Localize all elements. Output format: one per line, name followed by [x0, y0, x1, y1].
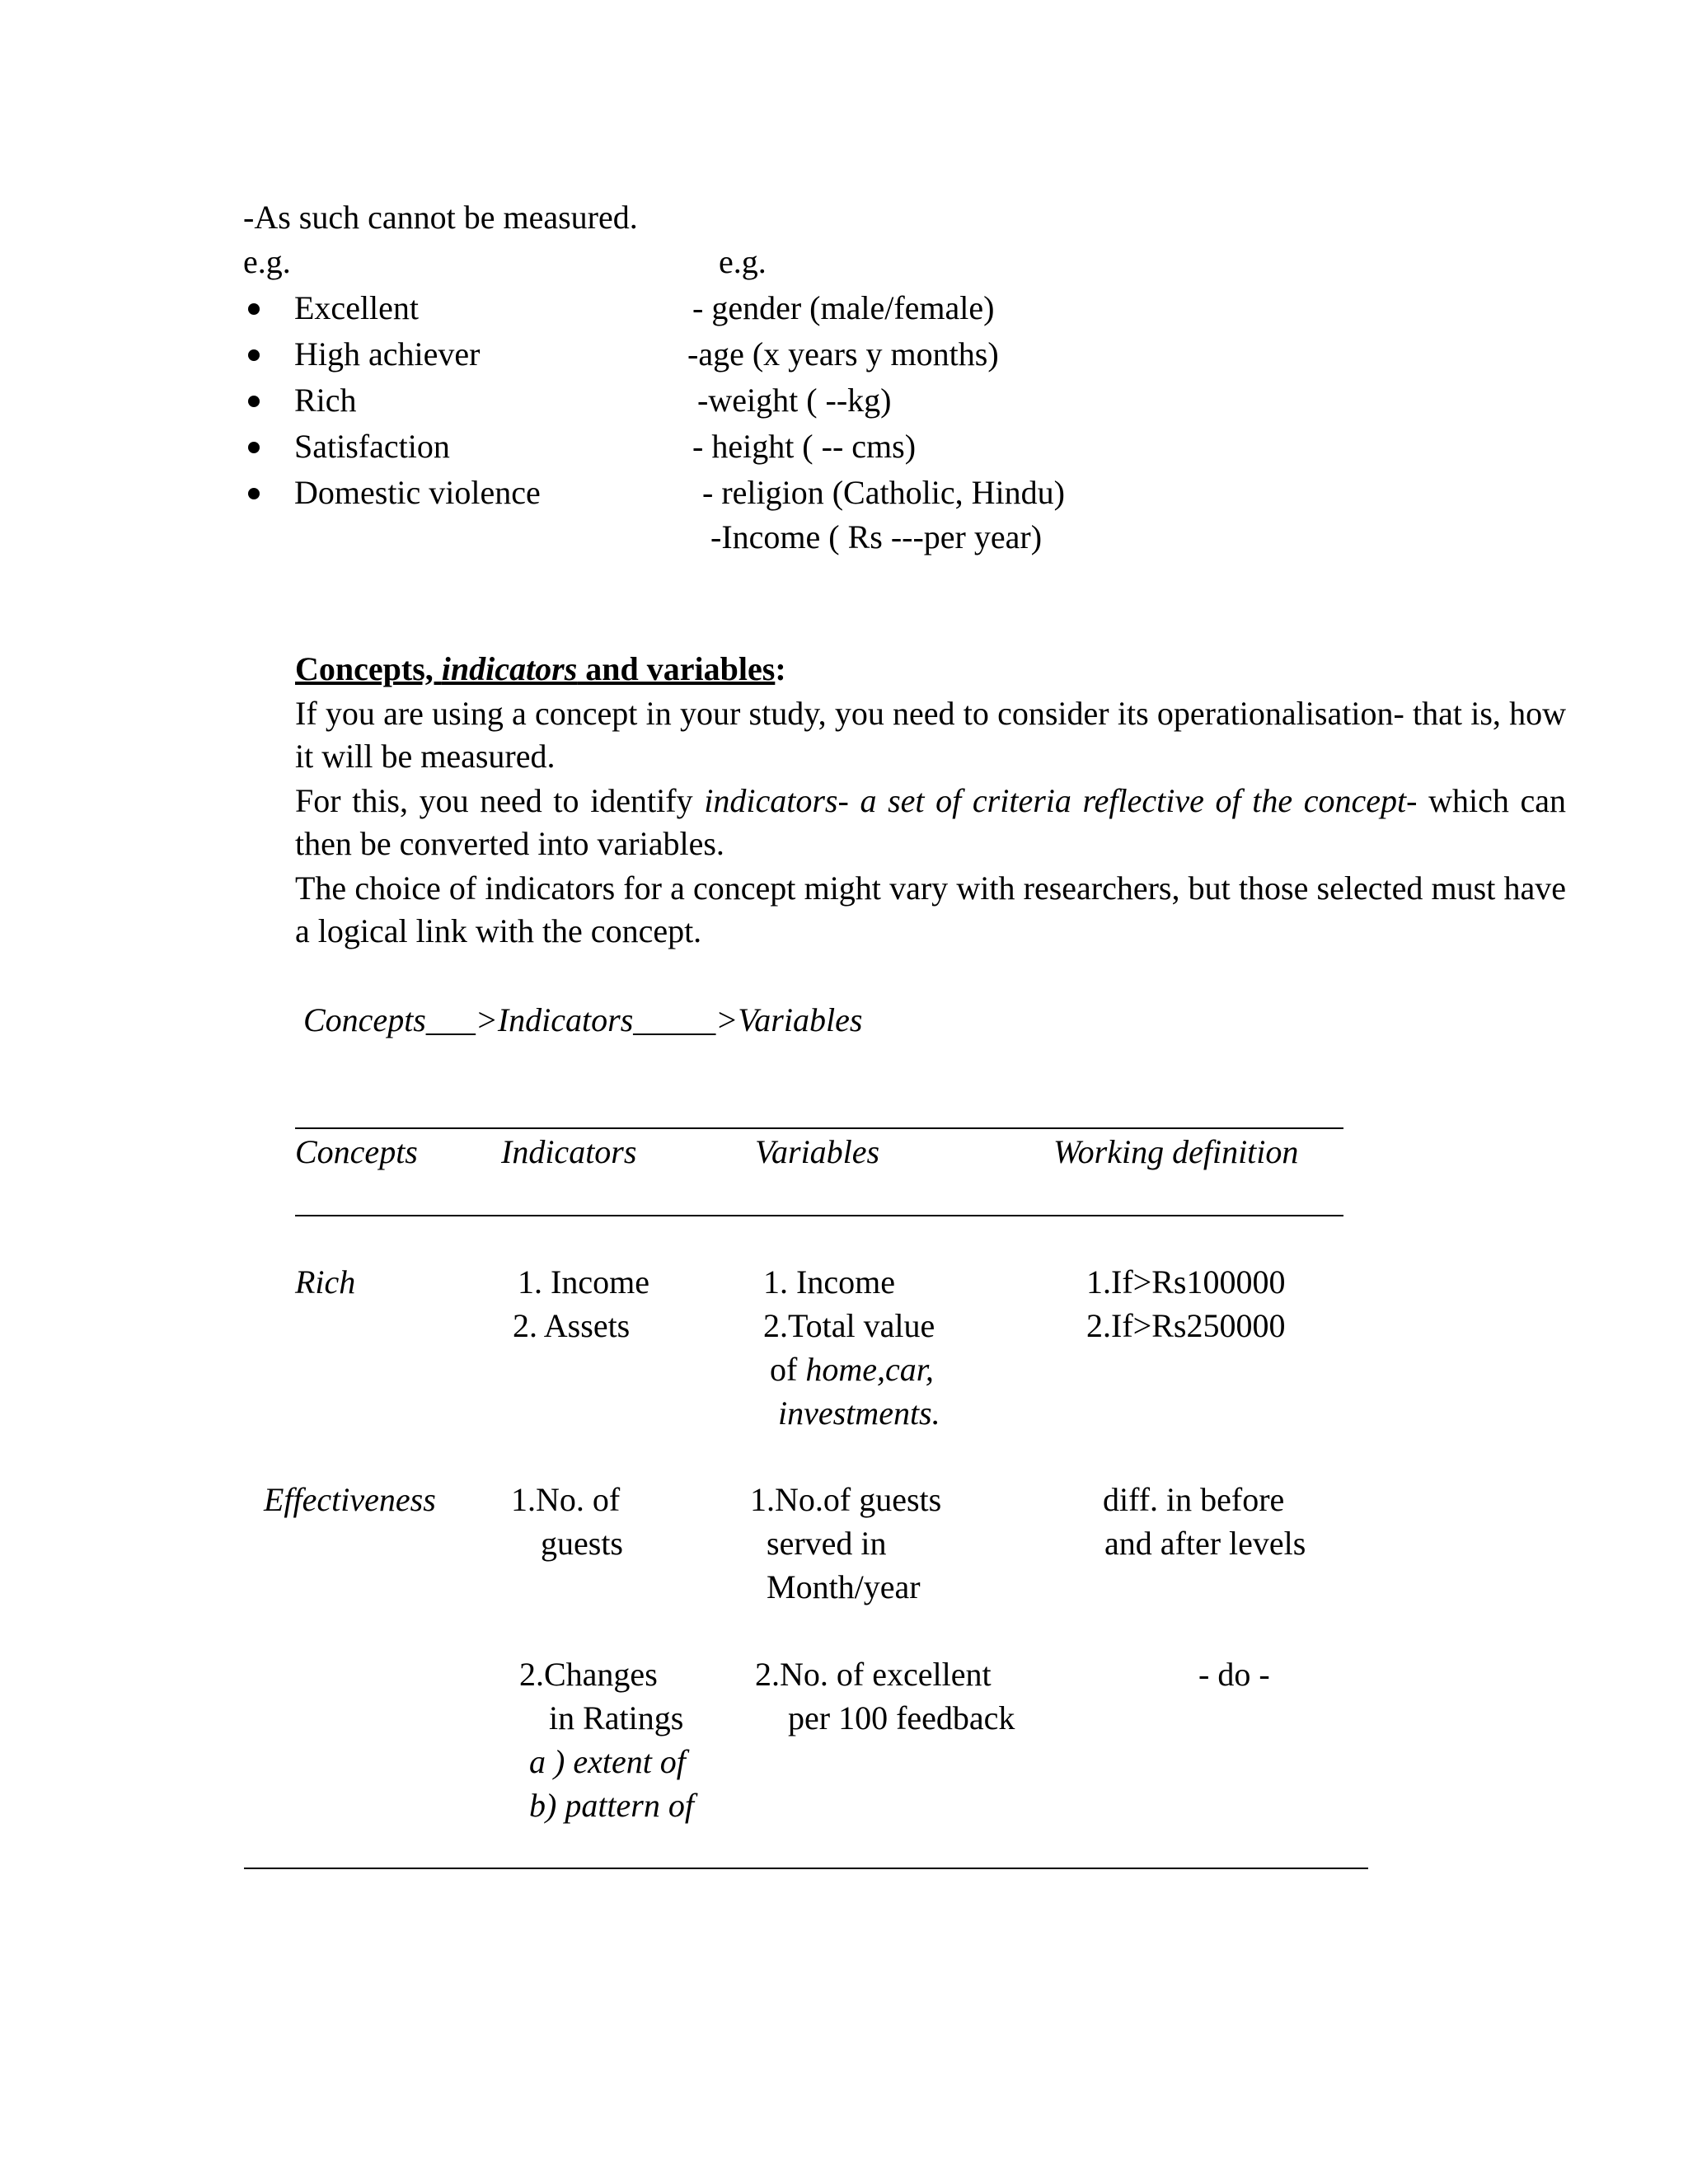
cell-variable: per 100 feedback — [788, 1699, 1015, 1736]
list-item: -weight ( --kg) — [697, 382, 892, 419]
header-concepts: Concepts — [295, 1133, 418, 1170]
cell-indicator: 1. Income — [518, 1263, 649, 1301]
bullet-icon — [248, 488, 260, 499]
paragraph-choice: The choice of indicators for a concept might vary with researchers, but those selected must have a logical link with the concept. — [295, 869, 1566, 949]
list-item: Satisfaction — [294, 428, 450, 465]
cell-variable: 1.No.of guests — [750, 1481, 942, 1518]
bullet-icon — [248, 349, 260, 361]
cell-indicator: a ) extent of — [529, 1743, 686, 1780]
table-header-rule — [295, 1215, 1343, 1216]
list-item: - height ( -- cms) — [692, 428, 917, 465]
table-bottom-rule — [244, 1868, 1368, 1869]
section-heading: Concepts, indicators and variables: — [295, 650, 786, 687]
cell-definition: diff. in before — [1103, 1481, 1285, 1518]
header-working-definition: Working definition — [1053, 1133, 1299, 1170]
cell-variable: 2.No. of excellent — [755, 1656, 992, 1693]
eg-left-label: e.g. — [243, 243, 291, 280]
cell-indicator: guests — [541, 1525, 623, 1562]
cell-definition: 2.If>Rs250000 — [1086, 1307, 1286, 1344]
bullet-icon — [248, 442, 260, 453]
header-variables: Variables — [755, 1133, 880, 1170]
list-item: -Income ( Rs ---per year) — [710, 518, 1043, 555]
list-item: High achiever — [294, 335, 481, 373]
cell-variable: 2.Total value — [763, 1307, 935, 1344]
cell-variable: served in — [767, 1525, 887, 1562]
table-top-rule — [295, 1127, 1343, 1129]
cell-definition: - do - — [1198, 1656, 1270, 1693]
bullet-icon — [248, 303, 260, 315]
list-item: - religion (Catholic, Hindu) — [702, 474, 1065, 511]
intro-line: -As such cannot be measured. — [243, 199, 638, 236]
eg-right-label: e.g. — [719, 243, 767, 280]
list-item: - gender (male/female) — [692, 289, 995, 326]
list-item: Domestic violence — [294, 474, 541, 511]
cell-indicator: 1.No. of — [511, 1481, 621, 1518]
cell-concept: Rich — [295, 1263, 356, 1301]
paragraph-operationalisation: If you are using a concept in your study, you need to consider its operationalisation- that is, how it will be measured. — [295, 695, 1566, 775]
cell-variable: of home,car, — [770, 1351, 934, 1388]
cell-definition: and after levels — [1104, 1525, 1306, 1562]
header-indicators: Indicators — [501, 1133, 637, 1170]
list-item: Rich — [294, 382, 357, 419]
paragraph-indicators: For this, you need to identify indicators- a set of criteria reflective of the concept- which can then be converted into variables. — [295, 782, 1566, 862]
cell-definition: 1.If>Rs100000 — [1086, 1263, 1286, 1301]
cell-indicator: in Ratings — [549, 1699, 684, 1736]
flow-line: Concepts___>Indicators_____>Variables — [303, 1001, 863, 1038]
list-item: -age (x years y months) — [687, 335, 999, 373]
cell-indicator: 2.Changes — [519, 1656, 658, 1693]
list-item: Excellent — [294, 289, 420, 326]
bullet-icon — [248, 396, 260, 407]
cell-indicator: b) pattern of — [529, 1787, 694, 1824]
cell-concept: Effectiveness — [264, 1481, 436, 1518]
cell-variable: Month/year — [767, 1568, 921, 1605]
cell-variable: 1. Income — [763, 1263, 895, 1301]
cell-variable: investments. — [778, 1394, 940, 1432]
cell-indicator: 2. Assets — [513, 1307, 631, 1344]
